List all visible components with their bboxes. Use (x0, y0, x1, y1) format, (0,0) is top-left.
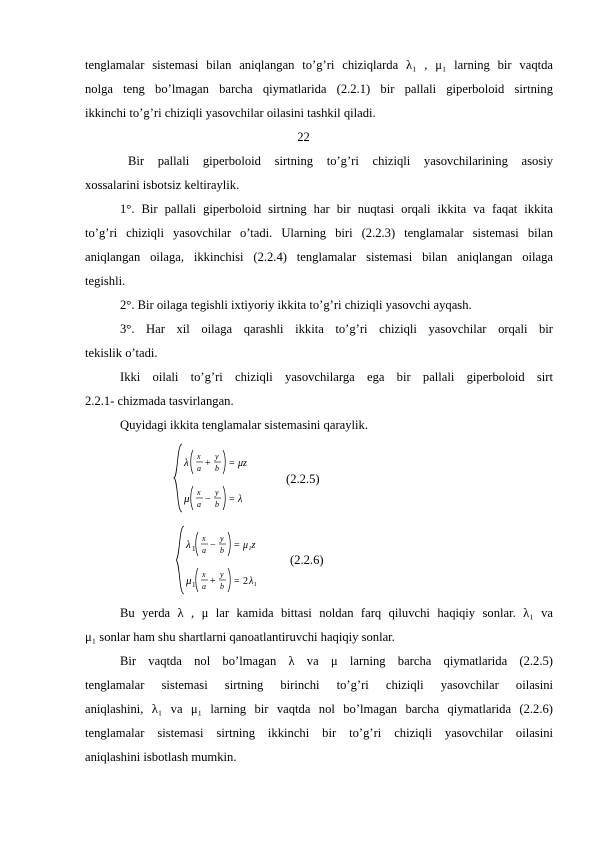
text-line: Bir pallali giperboloid sirtning to’g’ri chiziqli yasovchilarining asosiy (128, 154, 553, 168)
text-line: Bu yerda λ , μ lar kamida bittasi noldan farq qiluvchi haqiqiy sonlar. λ₁ va (120, 606, 553, 620)
svg-text:y: y (220, 534, 224, 543)
svg-text:λ: λ (186, 539, 191, 551)
text-line: tekislik o’tadi. (85, 346, 158, 360)
text-line: tenglamalar sistemasi sirtning ikkinchi bir to’g’ri chiziqli yasovchilar oilasini (85, 726, 553, 740)
svg-text:+: + (205, 458, 211, 469)
svg-text:=: = (229, 494, 235, 505)
equation-label-2: (2.2.6) (290, 553, 324, 567)
text-line: 2.2.1- chizmada tasvirlangan. (85, 394, 234, 408)
svg-text:b: b (220, 546, 224, 555)
svg-text:b: b (215, 464, 219, 473)
text-line: Ikki oilali to’g’ri chiziqli yasovchilarga ega bir pallali giperboloid sirt (120, 370, 553, 384)
svg-text:λ: λ (184, 457, 189, 469)
svg-text:−: − (210, 540, 216, 551)
text-line: μ₁ sonlar ham shu shartlarni qanoatlantiruvchi haqiqiy sonlar. (85, 630, 395, 644)
text-line: Quyidagi ikkita tenglamalar sistemasini qaraylik. (120, 418, 368, 432)
text-line: to’g’ri chiziqli yasovchilar o’tadi. Ularning biri (2.2.3) tenglamalar sistemasi bilan (85, 226, 553, 240)
text-line: aniqlashini isbotlash mumkin. (85, 750, 237, 764)
svg-text:μ: μ (184, 493, 190, 505)
text-line: tenglamalar sistemasi bilan aniqlangan to’g’ri chiziqlarda λ₁ , μ₁ larning bir vaqtda (85, 58, 553, 72)
svg-text:=: = (229, 458, 235, 469)
property-3: 3°. Har xil oilaga qarashli ikkita to’g’ri chiziqli yasovchilar orqali bir (120, 322, 553, 336)
svg-text:=: = (234, 576, 240, 587)
property-1: 1°. Bir pallali giperboloid sirtning har bir nuqtasi orqali ikkita va faqat ikkita (120, 202, 553, 216)
svg-text:a: a (202, 582, 206, 591)
svg-text:y: y (215, 452, 219, 461)
svg-text:λ: λ (238, 494, 243, 505)
text-line: tenglamalar sistemasi sirtning birinchi to’g’ri chiziqli yasovchilar oilasini (85, 678, 553, 692)
svg-text:a: a (197, 464, 201, 473)
svg-text:2: 2 (243, 576, 248, 587)
svg-text:=: = (234, 540, 240, 551)
text-line: aniqlashini, λ₁ va μ₁ larning bir vaqtda nol bo’lmagan barcha qiymatlarida (2.2.6) (85, 702, 553, 716)
equation-system-1 (172, 440, 272, 516)
text-line: aniqlangan oilaga, ikkinchisi (2.2.4) tenglamalar sistemasi bilan aniqlangan oilaga (85, 250, 553, 264)
svg-text:x: x (197, 452, 201, 461)
svg-text:x: x (202, 534, 206, 543)
text-line: nolga teng bo’lmagan barcha qiymatlarida (2.2.1) bir pallali giperboloid sirtning (85, 82, 553, 96)
svg-text:+: + (210, 576, 216, 587)
svg-text:μz: μz (238, 458, 247, 469)
svg-text:y: y (220, 570, 224, 579)
svg-text:y: y (215, 488, 219, 497)
svg-text:1: 1 (192, 545, 196, 553)
svg-text:b: b (220, 582, 224, 591)
text-line: tegishli. (85, 274, 126, 288)
equation-label-1: (2.2.5) (286, 472, 320, 486)
svg-text:x: x (202, 570, 206, 579)
property-2: 2°. Bir oilaga tegishli ixtiyoriy ikkita to’g’ri chiziqli yasovchi ayqash. (120, 298, 472, 312)
svg-text:μ: μ (186, 575, 192, 587)
svg-text:−: − (205, 494, 211, 505)
text-line: xossalarini isbotsiz keltiraylik. (85, 178, 240, 192)
svg-text:a: a (202, 546, 206, 555)
page-number: 22 (297, 130, 310, 144)
svg-text:a: a (197, 500, 201, 509)
svg-text:b: b (215, 500, 219, 509)
svg-text:λ₁: λ₁ (249, 576, 257, 587)
svg-text:1: 1 (192, 581, 196, 589)
svg-text:μ₁z: μ₁z (243, 540, 256, 551)
text-line: Bir vaqtda nol bo’lmagan λ va μ larning barcha qiymatlarida (2.2.5) (120, 654, 553, 668)
svg-text:x: x (197, 488, 201, 497)
equation-system-2 (176, 522, 276, 598)
text-line: ikkinchi to’g’ri chiziqli yasovchilar oilasini tashkil qiladi. (85, 106, 376, 120)
